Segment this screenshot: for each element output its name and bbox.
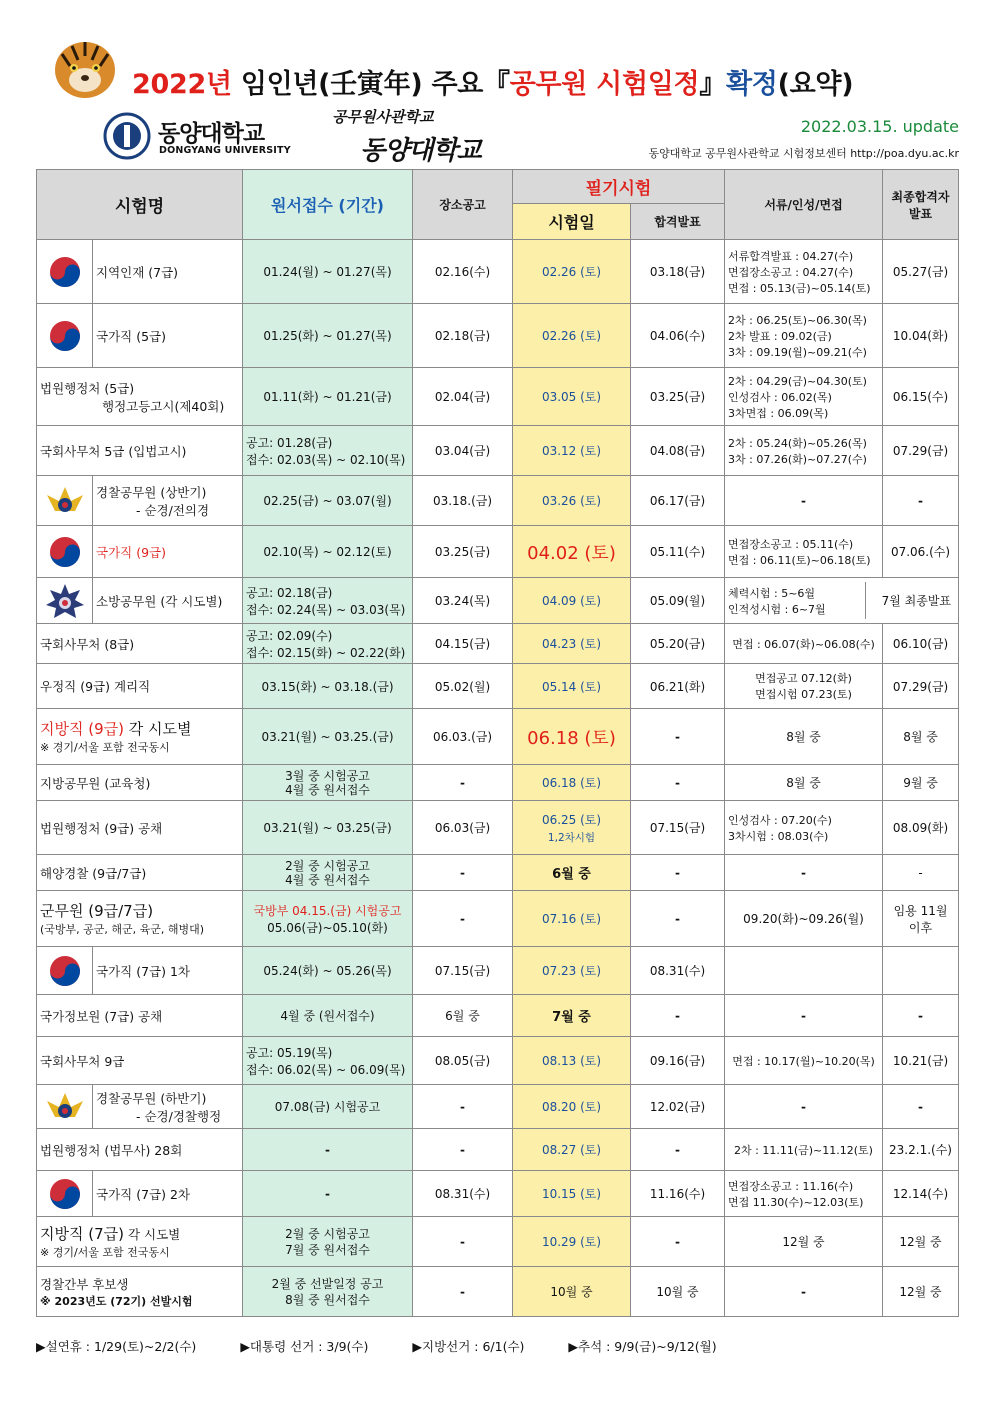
tiger-icon — [50, 32, 120, 102]
exam-name: 소방공무원 (각 시도별) — [93, 578, 243, 624]
table-row: 법원행정처 (5급) 행정고등고시(제40회) 01.11(화) ~ 01.21(금) 02.04(금) 03.05 (토) 03.25(금) 2차 : 04.29(금)~04.30(토) 인성검사 : 06.02(목) 3차면접 : 06.09(목) 06.15(수) — [37, 368, 959, 426]
taegeuk-icon — [43, 951, 87, 991]
table-row: 지역인재 (7급) 01.24(월) ~ 01.27(목) 02.16(수) 02.26 (토) 03.18(금) 서류합격발표 : 04.27(수) 면접장소공고 : 04.27(수) 면접 : 05.13(금)~05.14(토) 05.27(금) — [37, 240, 959, 304]
header — [0, 0, 992, 165]
table-row: 해양경찰 (9급/7급) 2월 중 시험공고 4월 중 원서접수 - 6월 중 - - - — [37, 855, 959, 891]
exam-name: 지방직 (9급) 각 시도별 ※ 경기/서울 포함 전국동시 — [37, 709, 243, 765]
fire-service-emblem-icon — [43, 581, 87, 621]
exam-name: 법원행정처 (법무사) 28회 — [37, 1129, 243, 1171]
header-exam-day: 시험일 — [513, 204, 631, 240]
exam-name: 국가직 (9급) — [93, 526, 243, 578]
table-row: 국가정보원 (7급) 공채 4월 중 (원서접수) 6월 중 7월 중 - - - — [37, 995, 959, 1037]
table-row: 지방직 (9급) 각 시도별 ※ 경기/서울 포함 전국동시 03.21(월) ~ 03.25.(금) 06.03.(금) 06.18 (토) - 8월 중 8월 중 — [37, 709, 959, 765]
table-row: 국회사무처 5급 (입법고시) 공고: 01.28(금) 접수: 02.03(목) ~ 02.10(목) 03.04(금) 03.12 (토) 04.08(금) 2차 : 05.24(화)~05.26(목) 3차 : 07.26(화)~07.27(수) 07.29(금) — [37, 426, 959, 476]
table-row: 국가직 (5급) 01.25(화) ~ 01.27(목) 02.18(금) 02.26 (토) 04.06(수) 2차 : 06.25(토)~06.30(목) 2차 발표 : 09.02(금) 3차 : 09.19(월)~09.21(수) 10.04(화) — [37, 304, 959, 368]
table-row: 법원행정처 (9급) 공채 03.21(월) ~ 03.25(금) 06.03(금) 06.25 (토) 1,2차시험 07.15(금) 인성검사 : 07.20(수) 3차시험 : 08.03(수) 08.09(화) — [37, 801, 959, 855]
exam-name: 지방직 (7급) 각 시도별 ※ 경기/서울 포함 전국동시 — [37, 1217, 243, 1267]
police-emblem-icon — [43, 1087, 87, 1127]
exam-name: 국가정보원 (7급) 공채 — [37, 995, 243, 1037]
table-row: 경찰간부 후보생 ※ 2023년도 (72기) 선발시험 2월 중 선발일정 공고 8월 중 원서접수 - 10월 중 10월 중 - 12월 중 — [37, 1267, 959, 1317]
table-row: 우정직 (9급) 계리직 03.15(화) ~ 03.18.(금) 05.02(월) 05.14 (토) 06.21(화) 면접공고 07.12(화) 면접시험 07.23(토) 07.29(금) — [37, 664, 959, 709]
exam-name: 군무원 (9급/7급) (국방부, 공군, 해군, 육군, 해병대) — [37, 891, 243, 947]
table-row: 지방공무원 (교육청) 3월 중 시험공고 4월 중 원서접수 - 06.18 (토) - 8월 중 9월 중 — [37, 765, 959, 801]
taegeuk-icon — [43, 1174, 87, 1214]
update-date: 2022.03.15. update — [800, 117, 959, 136]
table-row: 경찰공무원 (상반기) - 순경/전의경 02.25(금) ~ 03.07(월) 03.18.(금) 03.26 (토) 06.17(금) - - — [37, 476, 959, 526]
university-emblem-icon — [103, 112, 151, 160]
table-row: 지방직 (7급) 각 시도별 ※ 경기/서울 포함 전국동시 2월 중 시험공고 7월 중 원서접수 - 10.29 (토) - 12월 중 12월 중 — [37, 1217, 959, 1267]
university-logo — [103, 112, 293, 162]
header-final: 최종합격자 발표 — [883, 170, 959, 240]
exam-name: 국가직 (7급) 1차 — [93, 947, 243, 995]
page-title: 2022년 임인년(壬寅年) 주요『공무원 시험일정』확정(요약) — [132, 69, 854, 100]
header-exam-name: 시험명 — [37, 170, 243, 240]
taegeuk-icon — [43, 532, 87, 572]
exam-name: 법원행정처 (9급) 공채 — [37, 801, 243, 855]
exam-name: 국가직 (5급) — [93, 304, 243, 368]
exam-name: 국가직 (7급) 2차 — [93, 1171, 243, 1217]
university-english-name: DONGYANG UNIVERSITY — [159, 145, 291, 156]
exam-name: 우정직 (9급) 계리직 — [37, 664, 243, 709]
exam-name: 국회사무처 5급 (입법고시) — [37, 426, 243, 476]
exam-name: 국회사무처 (8급) — [37, 624, 243, 664]
table-row: 국회사무처 (8급) 공고: 02.09(수) 접수: 02.15(화) ~ 02.22(화) 04.15(금) 04.23 (토) 05.20(금) 면접 : 06.07(화)~06.08(수) 06.10(금) — [37, 624, 959, 664]
university-name: 동양대학교 — [158, 121, 265, 147]
police-emblem-icon — [43, 481, 87, 521]
header-application: 원서접수 (기간) — [243, 170, 413, 240]
exam-name: 경찰공무원 (하반기) - 순경/경찰행정 — [93, 1085, 243, 1129]
exam-name: 지역인재 (7급) — [93, 240, 243, 304]
taegeuk-icon — [43, 316, 87, 356]
header-venue: 장소공고 — [413, 170, 513, 240]
exam-name: 지방공무원 (교육청) — [37, 765, 243, 801]
schedule-table — [36, 169, 959, 1317]
taegeuk-icon — [43, 252, 87, 292]
table-row: 법원행정처 (법무사) 28회 - - 08.27 (토) - 2차 : 11.11(금)~11.12(토) 23.2.1.(수) — [37, 1129, 959, 1171]
exam-name: 경찰간부 후보생 ※ 2023년도 (72기) 선발시험 — [37, 1267, 243, 1317]
table-header-row — [37, 170, 959, 204]
exam-name: 경찰공무원 (상반기) - 순경/전의경 — [93, 476, 243, 526]
footer-holidays: ▶설연휴 : 1/29(토)~2/2(수) ▶대통령 선거 : 3/9(수) ▶지방선거 : 6/1(수) ▶추석 : 9/9(금)~9/12(월) — [36, 1339, 717, 1354]
table-row: 군무원 (9급/7급) (국방부, 공군, 해군, 육군, 해병대) 국방부 04.15.(금) 시험공고 05.06(금)~05.10(화) - 07.16 (토) - 09.20(화)~09.26(월) 임용 11월 이후 — [37, 891, 959, 947]
table-row: 국가직 (9급) 02.10(목) ~ 02.12(토) 03.25(금) 04.02 (토) 05.11(수) 면접장소공고 : 05.11(수) 면접 : 06.11(토)~06.18(토) 07.06.(수) — [37, 526, 959, 578]
table-row: 경찰공무원 (하반기) - 순경/경찰행정 07.08(금) 시험공고 - 08.20 (토) 12.02(금) - - — [37, 1085, 959, 1129]
header-pass: 합격발표 — [631, 204, 725, 240]
exam-name: 법원행정처 (5급) 행정고등고시(제40회) — [37, 368, 243, 426]
table-row: 국회사무처 9급 공고: 05.19(목) 접수: 06.02(목) ~ 06.09(목) 08.05(금) 08.13 (토) 09.16(금) 면접 : 10.17(월)~10.20(목) 10.21(금) — [37, 1037, 959, 1085]
exam-name: 해양경찰 (9급/7급) — [37, 855, 243, 891]
table-row: 국가직 (7급) 1차 05.24(화) ~ 05.26(목) 07.15(금) 07.23 (토) 08.31(수) — [37, 947, 959, 995]
table-row: 국가직 (7급) 2차 - 08.31(수) 10.15 (토) 11.16(수) 면접장소공고 : 11.16(수) 면접 11.30(수)~12.03(토) 12.14(수) — [37, 1171, 959, 1217]
header-written: 필기시험 — [513, 170, 725, 204]
table-row: 소방공무원 (각 시도별) 공고: 02.18(금) 접수: 02.24(목) ~ 03.03(목) 03.24(목) 04.09 (토) 05.09(월) 체력시험 : 5~6월 인적성시험 : 6~7월 7월 최종발표 — [37, 578, 959, 624]
exam-name: 국회사무처 9급 — [37, 1037, 243, 1085]
handwritten-logo: 공무원사관학교 동양대학교 — [332, 108, 481, 166]
info-center: 동양대학교 공무원사관학교 시험정보센터 http://poa.dyu.ac.kr — [648, 147, 959, 160]
header-doc-interview: 서류/인성/면접 — [725, 170, 883, 240]
